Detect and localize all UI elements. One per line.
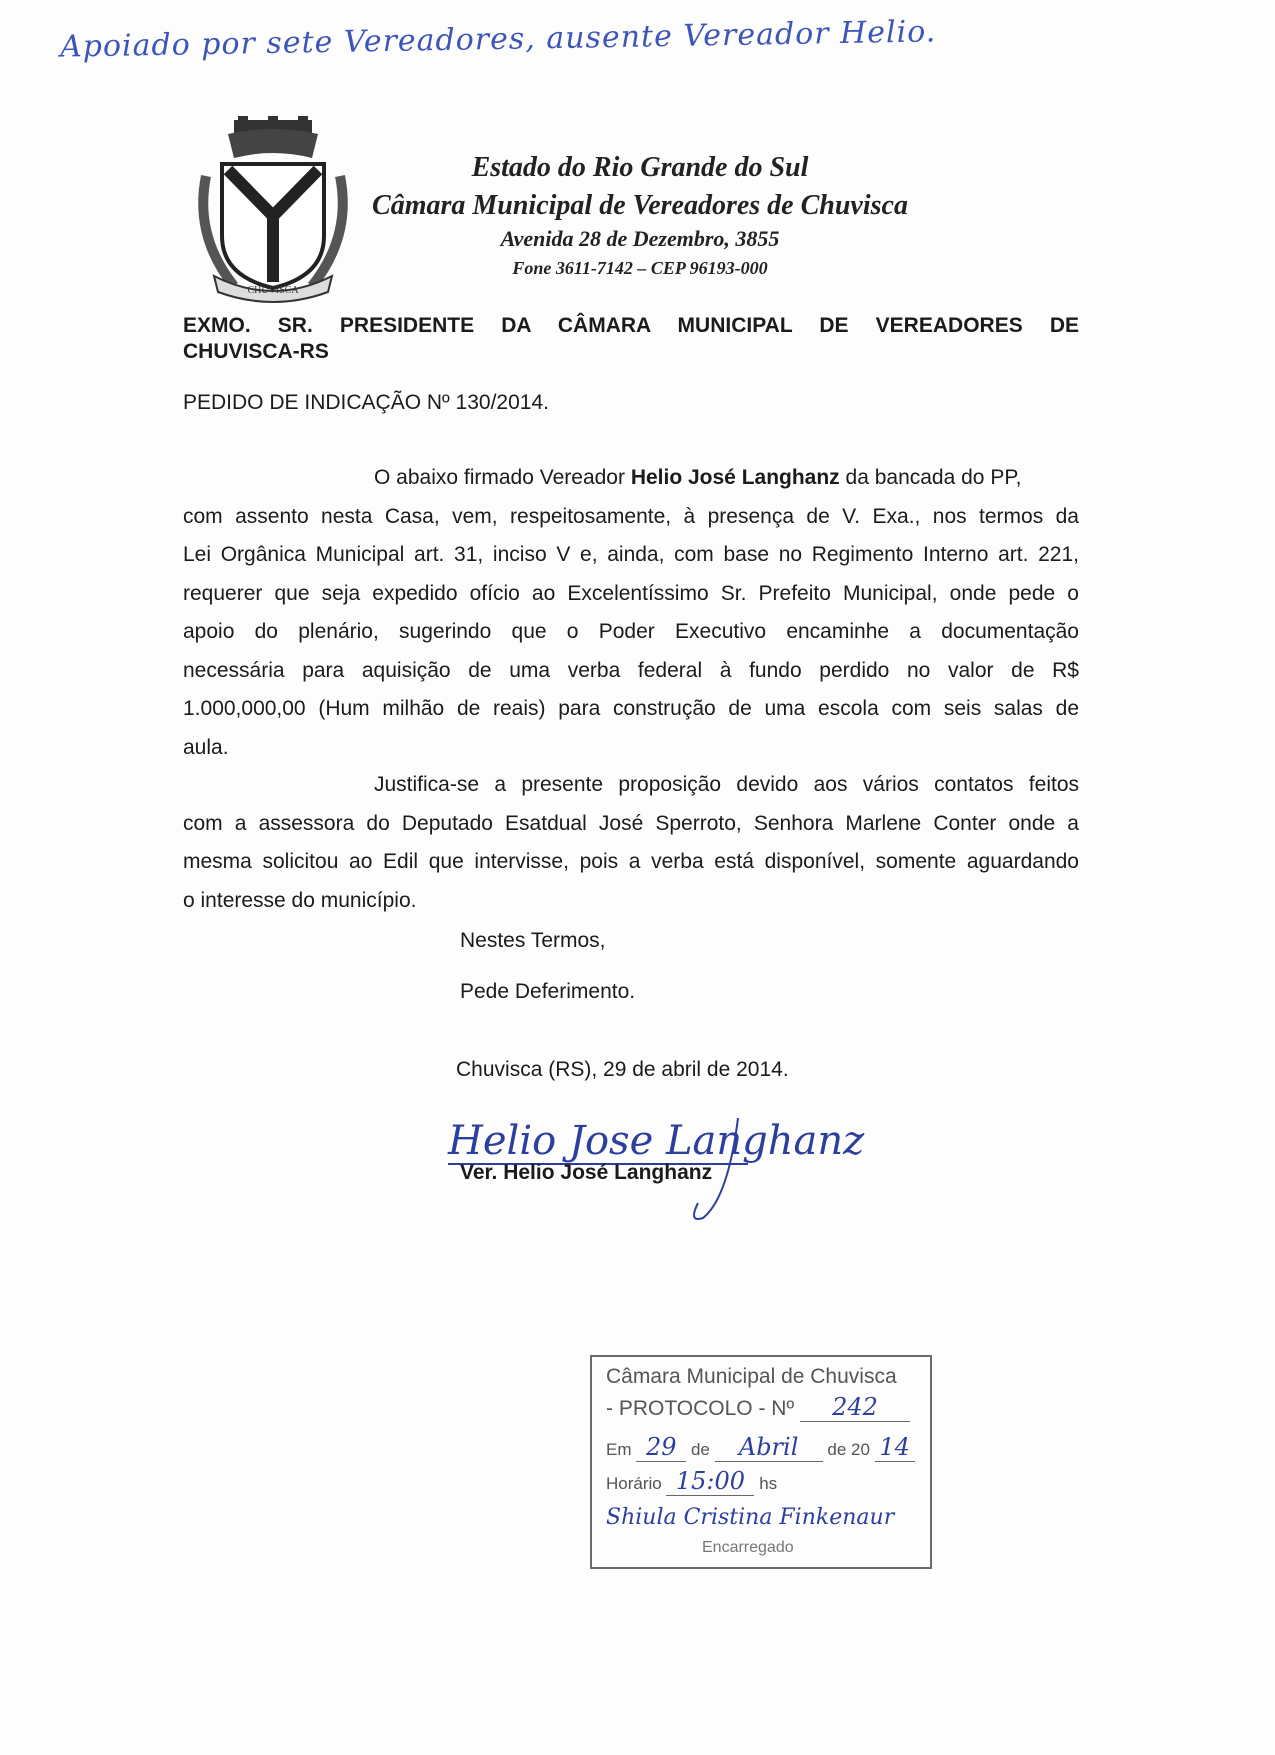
paragraph1-line: com assento nesta Casa, vem, respeitosamente, à presença de V. Exa., nos termos da [183,505,1079,528]
year-label: de 20 [827,1440,870,1459]
text: O abaixo firmado Vereador [374,466,631,489]
paragraph1-line: requerer que seja expedido ofício ao Excelentíssimo Sr. Prefeito Municipal, onde pede o [183,582,1079,605]
protocol-stamp [590,1355,932,1569]
letterhead-address: Avenida 28 de Dezembro, 3855 [500,226,780,251]
paragraph1-line: apoio do plenário, sugerindo que o Poder Executivo encaminhe a documentação [183,620,1079,643]
closing-request: Pede Deferimento. [460,980,636,1003]
paragraph1-line: aula. [183,736,229,759]
stamp-day: 29 [636,1433,686,1462]
paragraph2-line: o interesse do município. [183,889,417,912]
request-number: PEDIDO DE INDICAÇÃO Nº 130/2014. [183,391,549,414]
protocol-number: 242 [800,1393,910,1422]
clerk-signature: Shiula Cristina Finkenaur [606,1505,895,1530]
em-label: Em [606,1440,632,1459]
paragraph1-line: 1.000,000,00 (Hum milhão de reais) para construção de uma escola com seis salas de [183,697,1079,720]
closing-terms: Nestes Termos, [460,929,606,952]
letterhead-chamber: Câmara Municipal de Vereadores de Chuvisca [372,190,908,221]
handwritten-note: Apoiado por sete Vereadores, ausente Vereador Helio. [59,14,937,65]
stamp-month: Abril [715,1433,823,1462]
paragraph1-line: Lei Orgânica Municipal art. 31, inciso V e, ainda, com base no Regimento Interno art. 221, [183,543,1079,566]
stamp-date-row [606,1433,915,1462]
addressee-line-1: EXMO. SR. PRESIDENTE DA CÂMARA MUNICIPAL DE VEREADORES DE [183,314,1079,337]
text: da bancada do PP, [839,466,1022,489]
paragraph1-line: necessária para aquisição de uma verba federal à fundo perdido no valor de R$ [183,659,1079,682]
stamp-year: 14 [875,1433,915,1462]
paragraph2-line: mesma solicitou ao Edil que intervisse, pois a verba está disponível, somente aguardando [183,850,1079,873]
place-date: Chuvisca (RS), 29 de abril de 2014. [456,1058,789,1081]
crest-text: CHUVISCA [247,285,299,296]
letterhead-phone: Fone 3611-7142 – CEP 96193-000 [512,258,768,278]
stamp-time-row [606,1467,777,1496]
signature-text: Helio Jose Langhanz [448,1118,865,1164]
signer-name: Ver. Helio José Langhanz [460,1161,713,1184]
encarregado-label: Encarregado [702,1539,794,1556]
horario-label: Horário [606,1474,662,1493]
municipal-crest-logo [194,116,352,308]
paragraph1-first-line [374,466,1021,490]
de-label: de [690,1440,710,1459]
stamp-title: Câmara Municipal de Chuvisca [606,1365,897,1388]
stamp-protocol-row [606,1393,910,1422]
councilor-name: Helio José Langhanz [630,466,840,489]
paragraph2-line: com a assessora do Deputado Esatdual José Sperroto, Senhora Marlene Conter onde a [183,812,1079,835]
paragraph2-line: Justifica-se a presente proposição devido aos vários contatos feitos [374,773,1079,796]
protocol-label: - PROTOCOLO - Nº [606,1397,795,1420]
stamp-time: 15:00 [666,1467,754,1496]
addressee-line-2: CHUVISCA-RS [183,340,329,363]
hs-label: hs [759,1474,778,1493]
letterhead-state: Estado do Rio Grande do Sul [471,152,809,183]
